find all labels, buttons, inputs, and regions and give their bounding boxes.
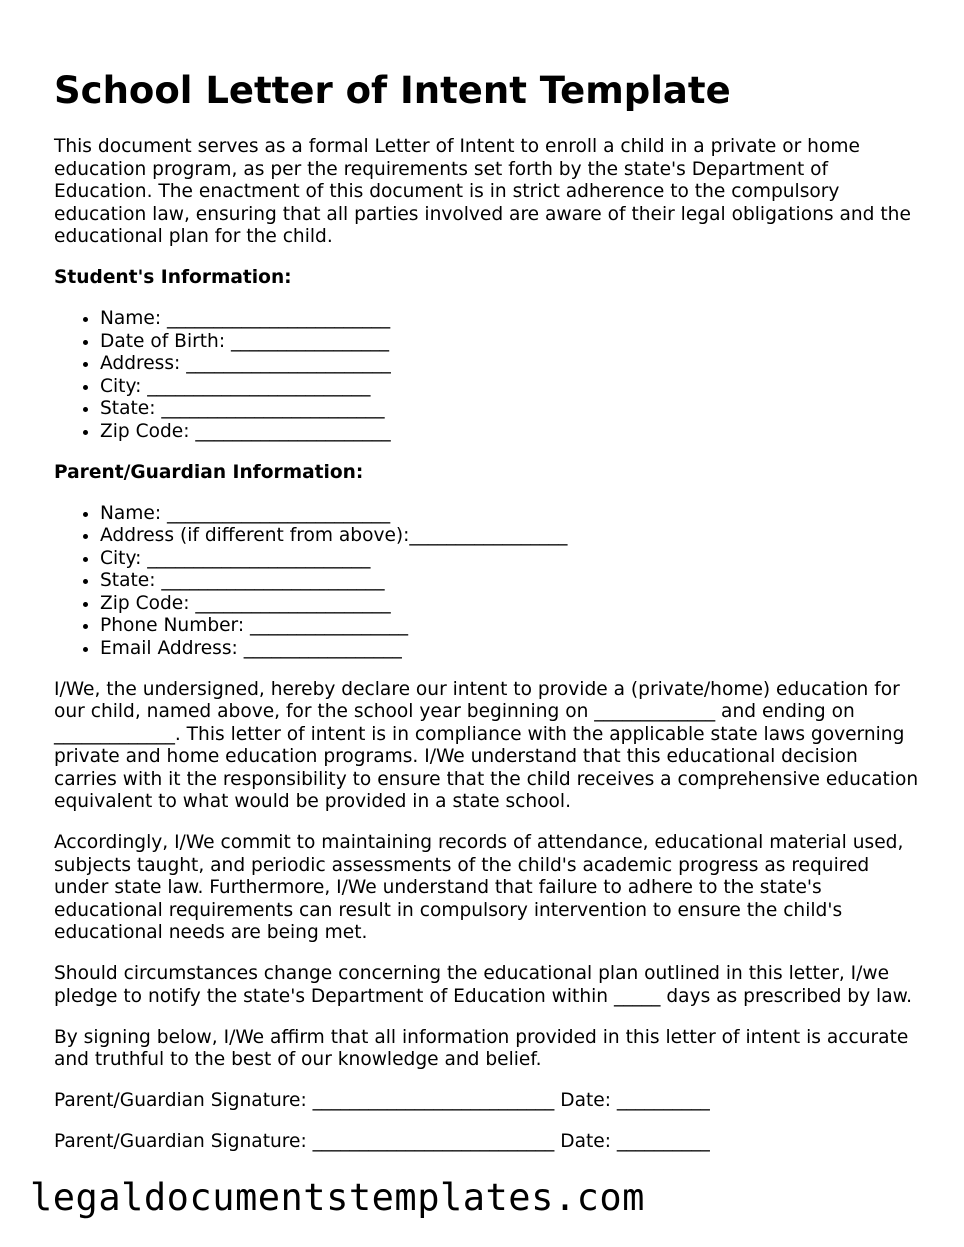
declaration-paragraph: I/We, the undersigned, hereby declare our intent to provide a (private/home) education for our child, named above, for the school year beginning on _____________ and ending on _____________. This letter of intent is in compliance with the applicable state laws governing private and home education programs. I/We understand that this educational decision carries with it the responsibility to ensure that the child receives a comprehensive education equivalent to what would be provided in a state school. <box>54 678 919 812</box>
parent-info-list <box>54 503 920 661</box>
parent-zip-field: • Zip Code: _____________________ <box>100 593 920 616</box>
parent-name-field: • Name: ________________________ <box>100 503 920 526</box>
signature-line-2: Parent/Guardian Signature: __________________________ Date: __________ <box>54 1131 710 1152</box>
student-name-field: • Name: ________________________ <box>100 308 920 331</box>
affirmation-paragraph: By signing below, I/We affirm that all information provided in this letter of intent is accurate and truthful to the best of our knowledge and belief. <box>54 1026 909 1070</box>
student-zip-field: • Zip Code: _____________________ <box>100 421 920 444</box>
student-address-field: • Address: ______________________ <box>100 353 920 376</box>
student-dob-field: • Date of Birth: _________________ <box>100 331 920 354</box>
parent-state-field: • State: ________________________ <box>100 570 920 593</box>
parent-phone-field: • Phone Number: _________________ <box>100 615 920 638</box>
student-city-field: • City: ________________________ <box>100 376 920 399</box>
intro-paragraph: This document serves as a formal Letter of Intent to enroll a child in a private or home education program, as per the requirements set forth by the state's Department of Education. The enactment of this document is in strict adherence to the compulsory education law, ensuring that all parties involved are aware of their legal obligations and the educational plan for the child. <box>54 136 911 247</box>
commitment-paragraph: Accordingly, I/We commit to maintaining records of attendance, educational material used, subjects taught, and periodic assessments of the child's academic progress as required under state law. Furthermore, I/We understand that failure to adhere to the state's educational requirements can result in compulsory intervention to ensure the child's educational needs are being met. <box>54 832 904 943</box>
student-info-list <box>54 308 920 443</box>
parent-city-field: • City: ________________________ <box>100 548 920 571</box>
watermark-text: legaldocumentstemplates.com <box>30 1176 645 1219</box>
document-page <box>54 68 920 1172</box>
notification-paragraph: Should circumstances change concerning the educational plan outlined in this letter, I/we pledge to notify the state's Department of Education within _____ days as prescribed by law. <box>54 963 912 1007</box>
document-title: School Letter of Intent Template <box>54 69 731 112</box>
parent-info-heading: Parent/Guardian Information: <box>54 461 364 483</box>
signature-line-1: Parent/Guardian Signature: __________________________ Date: __________ <box>54 1090 710 1111</box>
student-state-field: • State: ________________________ <box>100 398 920 421</box>
parent-address-field: • Address (if different from above):_________________ <box>100 525 920 548</box>
student-info-heading: Student's Information: <box>54 267 292 288</box>
parent-email-field: • Email Address: _________________ <box>100 638 920 661</box>
